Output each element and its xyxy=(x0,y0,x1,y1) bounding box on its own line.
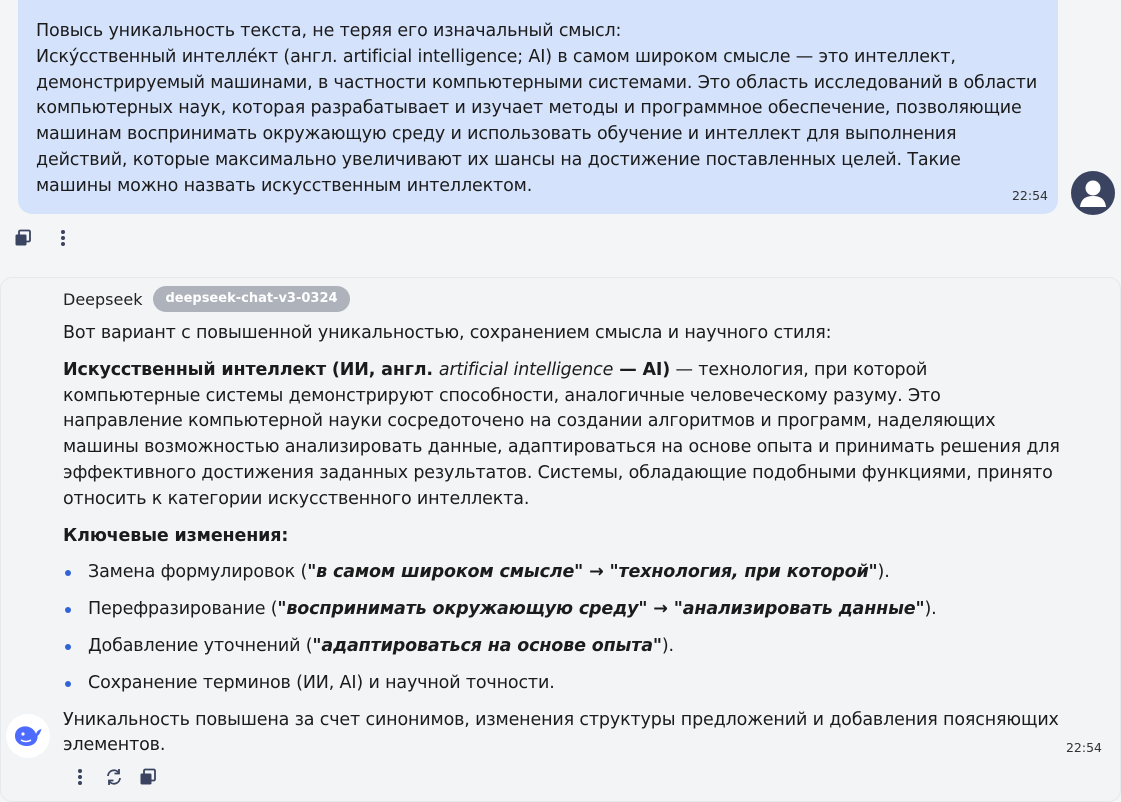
bot-avatar xyxy=(6,714,50,758)
list-item: Замена формулировок ("в самом широком смысле" → "технология, при которой"). xyxy=(63,560,1063,586)
bot-message-header xyxy=(63,286,350,312)
bot-intro: Вот вариант с повышенной уникальностью, сохранением смысла и научного стиля: xyxy=(63,323,832,343)
regenerate-icon[interactable] xyxy=(103,766,125,788)
bot-message-card xyxy=(0,277,1121,802)
list-item: Добавление уточнений ("адаптироваться на основе опыта"). xyxy=(63,634,1063,660)
changes-heading: Ключевые изменения: xyxy=(63,525,289,546)
user-message-bubble xyxy=(18,0,1058,214)
user-message-actions xyxy=(12,228,74,248)
copy-icon[interactable] xyxy=(12,227,34,249)
list-item: Перефразирование ("воспринимать окружающую среду" → "анализировать данные"). xyxy=(63,597,1063,623)
bot-message-time: 22:54 xyxy=(1065,740,1102,755)
bot-name: Deepseek xyxy=(63,289,143,309)
more-vertical-icon[interactable] xyxy=(69,766,91,788)
user-avatar-icon xyxy=(1071,171,1115,215)
bot-main-paragraph xyxy=(63,358,1063,513)
deepseek-whale-icon xyxy=(12,722,44,750)
user-message-time: 22:54 xyxy=(1011,188,1048,203)
bot-conclusion: Уникальность повышена за счет синонимов, изменения структуры предложений и добавления поясняющих элементов. xyxy=(63,709,1059,756)
list-item: Сохранение терминов (ИИ, AI) и научной точности. xyxy=(63,671,1063,697)
main-italic-term: artificial intelligence xyxy=(438,359,614,380)
bot-message-actions xyxy=(69,766,159,788)
changes-list xyxy=(63,560,1063,696)
user-message-text: Повысь уникальность текста, не теряя его изначальный смысл: Иску́сственный интелле́кт (англ. artificial intelligence; AI) в самом широком смысле — это интеллект, демонстрируемый машинами, в частности компьютерными системами. Это область исследований в области компьютерных наук, которая разрабатывает и изучает методы и программное обеспечение, позволяющие машинам воспринимать окружающую среду и использовать обучение и интеллект для выполнения действий, которые максимально увеличивают их шансы на достижение поставленных целей. Такие машины можно назвать искусственным интеллектом. xyxy=(36,21,1038,196)
more-vertical-icon[interactable] xyxy=(52,227,74,249)
user-avatar[interactable] xyxy=(1071,171,1115,215)
model-badge: deepseek-chat-v3-0324 xyxy=(153,286,349,312)
bot-message-body xyxy=(63,321,1063,759)
main-rest: — технология, при которой компьютерные системы демонстрируют способности, аналогичные человеческому разуму. Это направление компьютерной науки сосредоточено на создании алгоритмов и программ, наделяющих машины возможностью анализировать данные, адаптироваться на основе опыта и принимать решения для эффективного достижения заданных результатов. Системы, обладающие подобными функциями, принято относить к категории искусственного интеллекта. xyxy=(63,359,1060,509)
copy-icon[interactable] xyxy=(137,766,159,788)
main-bold-prefix: Искусственный интеллект (ИИ, англ. artificial intelligence — AI) xyxy=(63,359,671,380)
